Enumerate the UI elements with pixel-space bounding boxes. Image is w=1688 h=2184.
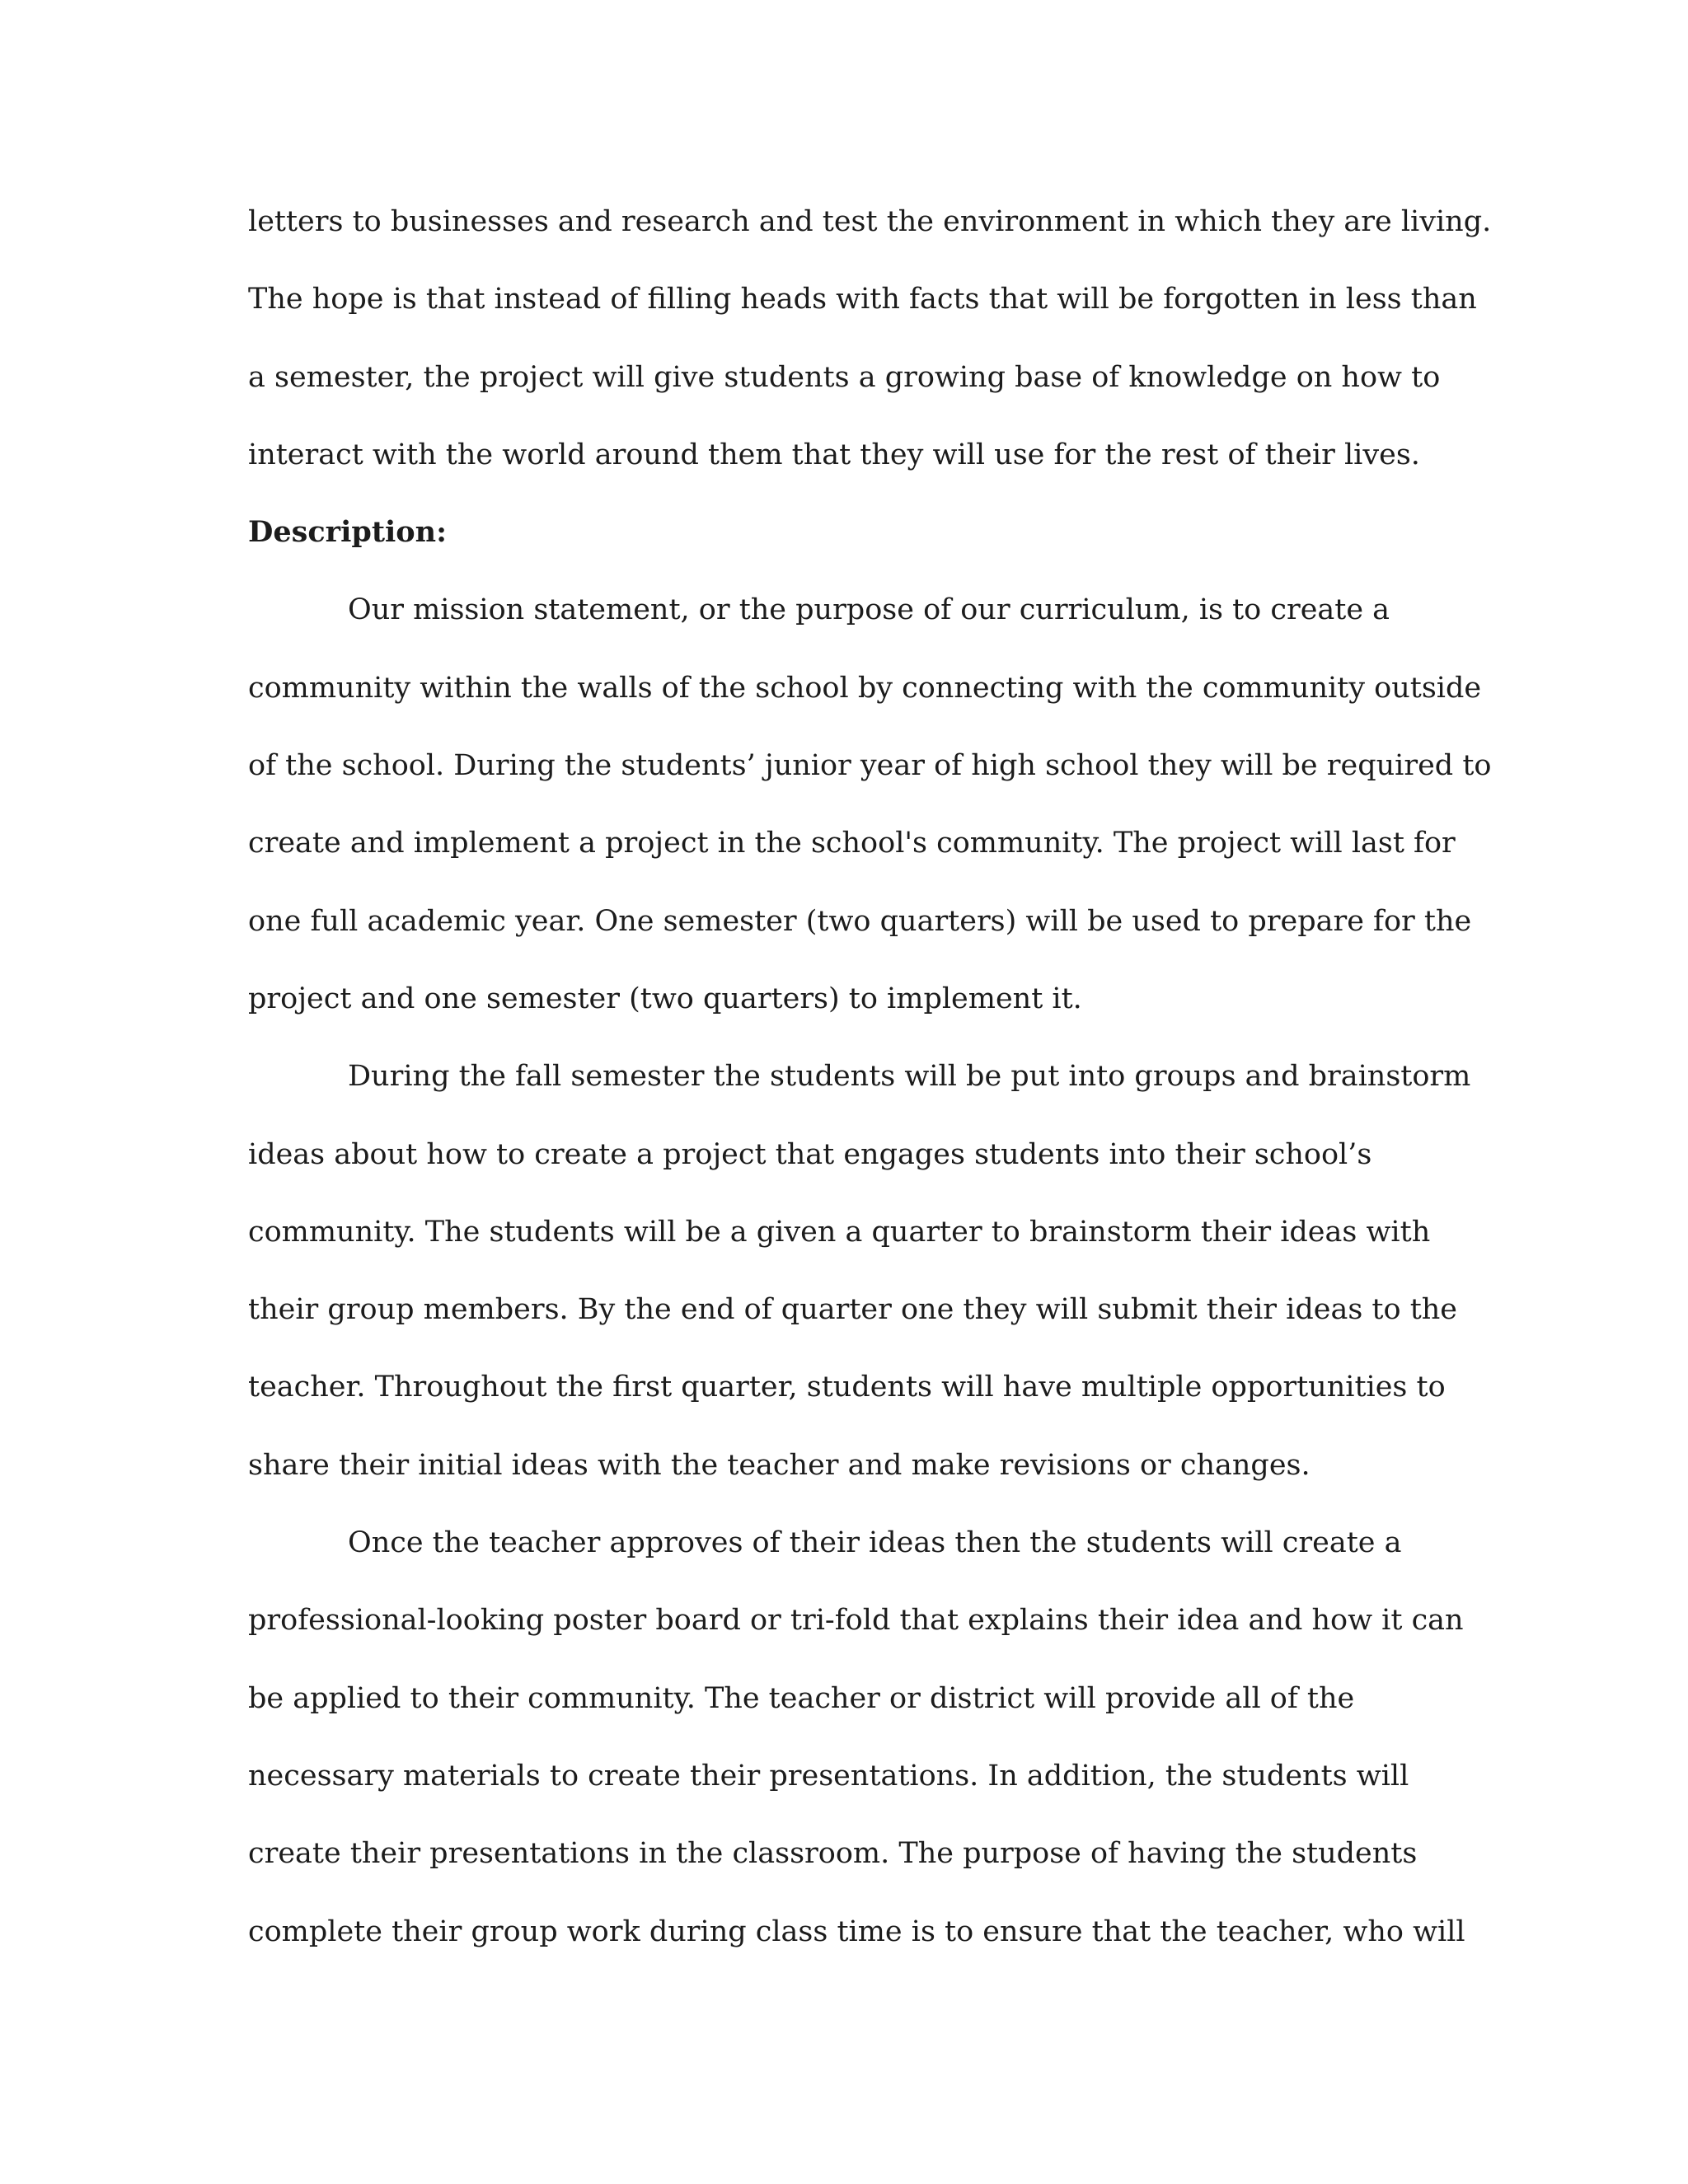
text-line: Our mission statement, or the purpose of our curriculum, is to create a xyxy=(348,593,1390,627)
text-line: one full academic year. One semester (two quarters) will be used to prepare for the xyxy=(248,904,1472,938)
text-line: community. The students will be a given a quarter to brainstorm their ideas with xyxy=(248,1215,1431,1249)
text-line: project and one semester (two quarters) to implement it. xyxy=(248,982,1082,1015)
text-line: teacher. Throughout the first quarter, students will have multiple opportunities to xyxy=(248,1371,1446,1404)
text-line: of the school. During the students’ junior year of high school they will be required to xyxy=(248,749,1492,783)
text-line: necessary materials to create their presentations. In addition, the students will xyxy=(248,1759,1409,1793)
text-line: a semester, the project will give students a growing base of knowledge on how to xyxy=(248,360,1441,394)
text-line: their group members. By the end of quarter one they will submit their ideas to the xyxy=(248,1293,1458,1327)
section-heading: Description: xyxy=(248,515,448,550)
paragraph xyxy=(248,571,1492,1038)
text-line: create and implement a project in the school's community. The project will last for xyxy=(248,827,1456,860)
text-line: letters to businesses and research and test the environment in which they are living. xyxy=(248,205,1492,238)
document-body xyxy=(248,183,1492,1971)
text-line: interact with the world around them that they will use for the rest of their lives. xyxy=(248,438,1420,471)
paragraph xyxy=(248,1038,1471,1504)
text-line: share their initial ideas with the teacher and make revisions or changes. xyxy=(248,1448,1311,1482)
text-line: complete their group work during class time is to ensure that the teacher, who will xyxy=(248,1915,1465,1948)
paragraph xyxy=(248,1504,1465,1971)
text-line: professional-looking poster board or tri-fold that explains their idea and how it can xyxy=(248,1604,1464,1638)
paragraph-continued xyxy=(248,183,1492,494)
text-line: be applied to their community. The teacher or district will provide all of the xyxy=(248,1681,1355,1715)
text-line: The hope is that instead of filling heads with facts that will be forgotten in less than xyxy=(248,283,1477,316)
text-line: During the fall semester the students will be put into groups and brainstorm xyxy=(348,1060,1471,1094)
text-line: create their presentations in the classroom. The purpose of having the students xyxy=(248,1837,1418,1871)
text-line: Once the teacher approves of their ideas then the students will create a xyxy=(348,1526,1402,1560)
text-line: ideas about how to create a project that engages students into their school’s xyxy=(248,1137,1372,1171)
text-line: community within the walls of the school by connecting with the community outside xyxy=(248,671,1482,705)
